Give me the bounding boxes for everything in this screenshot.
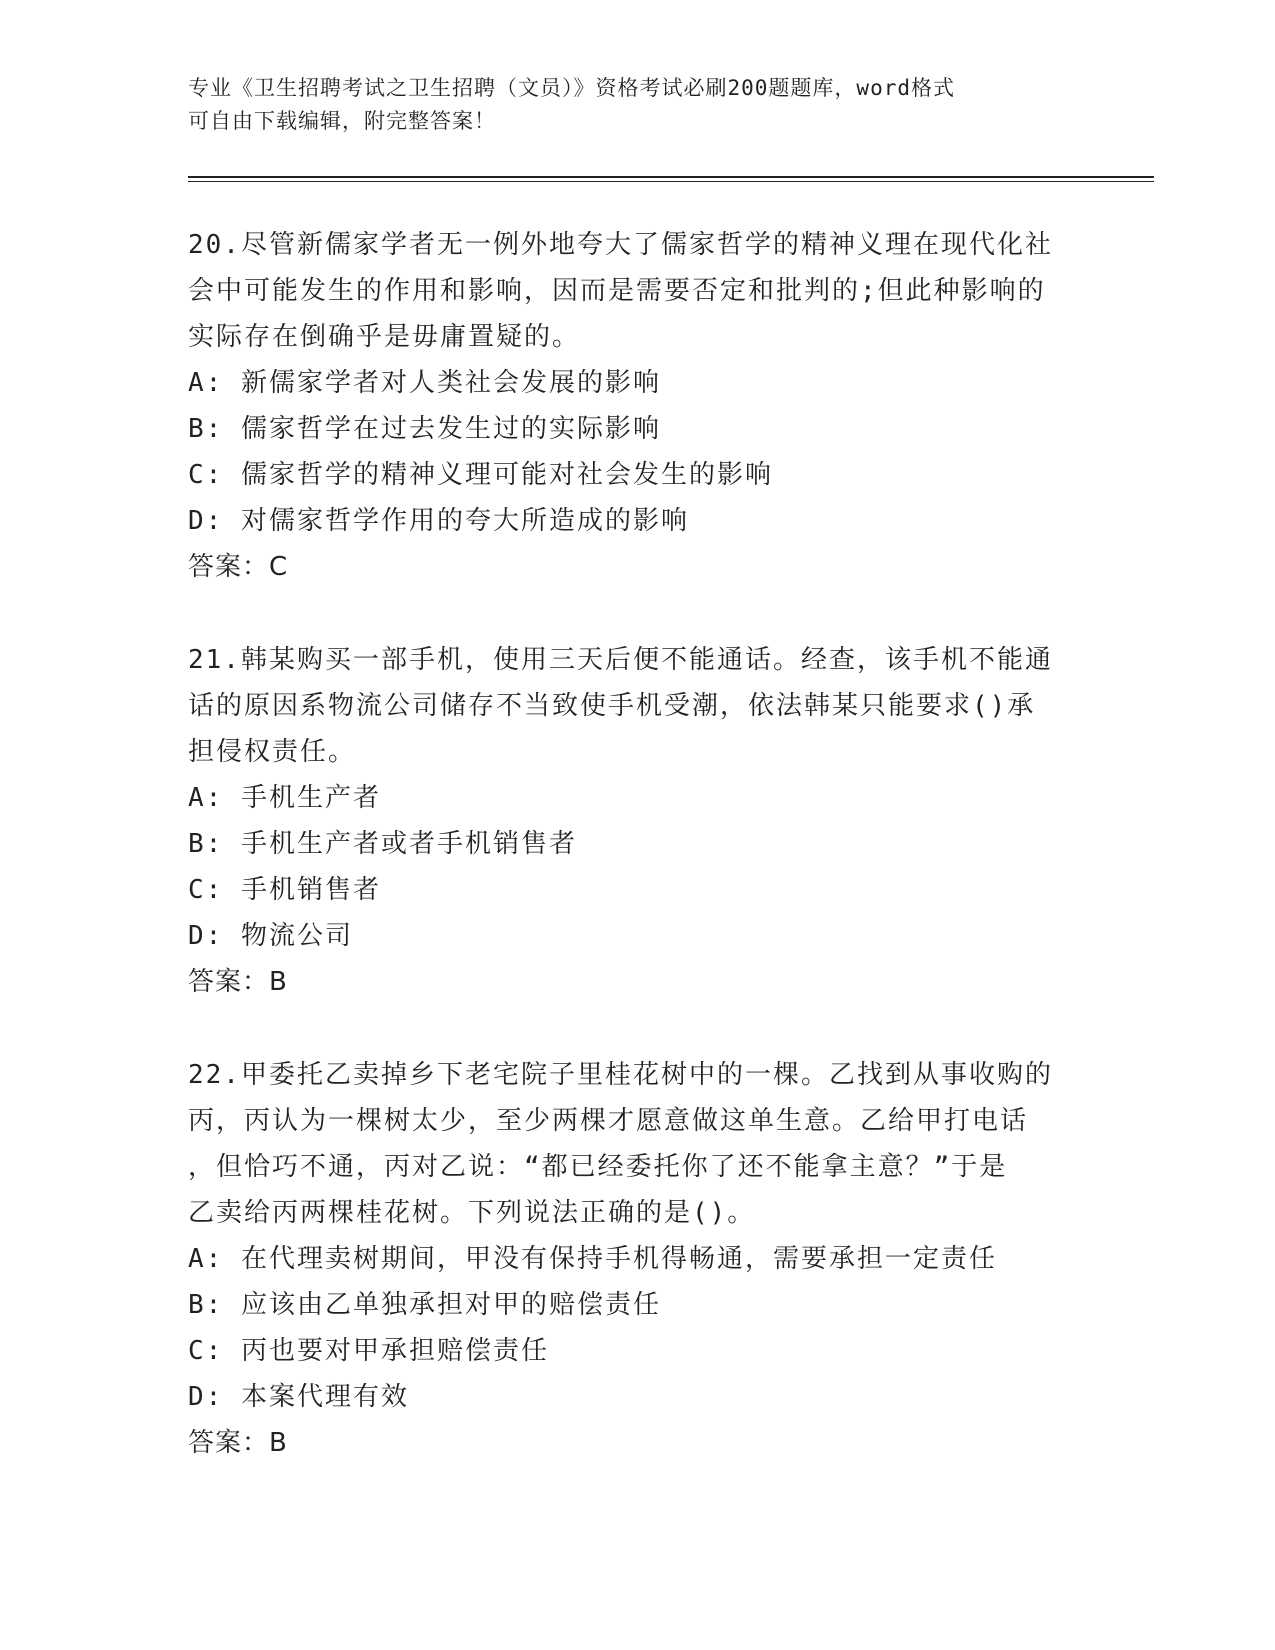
option-a: A: 在代理卖树期间，甲没有保持手机得畅通，需要承担一定责任 [188, 1244, 997, 1274]
question-stem-line: 22.甲委托乙卖掉乡下老宅院子里桂花树中的一棵。乙找到从事收购的 [188, 1060, 1053, 1090]
header-line-1: 专业《卫生招聘考试之卫生招聘（文员）》资格考试必刷200题题库，word格式 [188, 76, 955, 100]
question-stem-line: 会中可能发生的作用和影响，因而是需要否定和批判的;但此种影响的 [188, 276, 1046, 306]
option-c: C: 手机销售者 [188, 875, 381, 905]
question-stem-line: 21.韩某购买一部手机，使用三天后便不能通话。经查，该手机不能通 [188, 645, 1053, 675]
answer-label: 答案：C [188, 552, 289, 582]
question-stem-line: 实际存在倒确乎是毋庸置疑的。 [188, 322, 581, 352]
option-a: A: 手机生产者 [188, 783, 381, 813]
header-line-2: 可自由下载编辑，附完整答案！ [188, 109, 496, 133]
question-stem-line: 丙，丙认为一棵树太少，至少两棵才愿意做这单生意。乙给甲打电话 [188, 1106, 1029, 1136]
option-a: A: 新儒家学者对人类社会发展的影响 [188, 368, 661, 398]
question-stem-line: 担侵权责任。 [188, 737, 357, 767]
option-b: B: 儒家哲学在过去发生过的实际影响 [188, 414, 661, 444]
question-stem-line: 乙卖给丙两棵桂花树。下列说法正确的是()。 [188, 1198, 756, 1228]
option-c: C: 丙也要对甲承担赔偿责任 [188, 1336, 549, 1366]
question-21 [188, 637, 1088, 1005]
header-divider-thin [188, 181, 1154, 182]
header-divider-thick [188, 176, 1154, 178]
option-d: D: 物流公司 [188, 921, 353, 951]
question-stem-line: 话的原因系物流公司储存不当致使手机受潮，依法韩某只能要求()承 [188, 691, 1036, 721]
option-d: D: 对儒家哲学作用的夸大所造成的影响 [188, 506, 689, 536]
option-c: C: 儒家哲学的精神义理可能对社会发生的影响 [188, 460, 773, 490]
question-20 [188, 222, 1088, 590]
question-stem-line: ，但恰巧不通，丙对乙说：“都已经委托你了还不能拿主意？”于是 [188, 1152, 1008, 1182]
answer-label: 答案：B [188, 1428, 288, 1458]
option-b: B: 手机生产者或者手机销售者 [188, 829, 577, 859]
question-22 [188, 1052, 1088, 1466]
option-d: D: 本案代理有效 [188, 1382, 409, 1412]
option-b: B: 应该由乙单独承担对甲的赔偿责任 [188, 1290, 661, 1320]
question-stem-line: 20.尽管新儒家学者无一例外地夸大了儒家哲学的精神义理在现代化社 [188, 230, 1053, 260]
answer-label: 答案：B [188, 967, 288, 997]
document-header [188, 72, 1068, 138]
